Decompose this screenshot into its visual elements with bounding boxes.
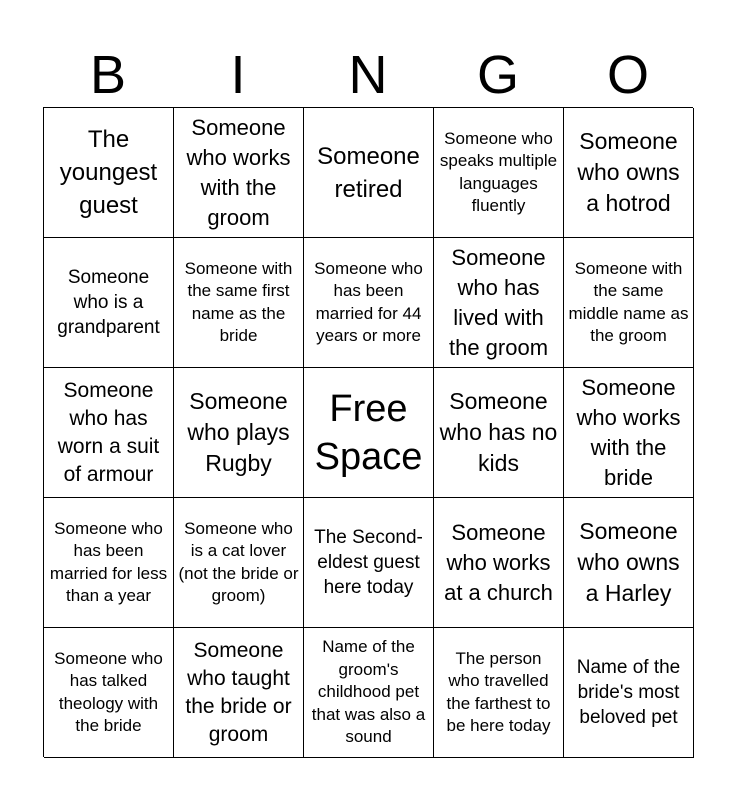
bingo-cell[interactable] (44, 238, 174, 368)
cell-text: Someone who owns a Harley (577, 518, 680, 606)
cell-text: Someone retired (317, 142, 420, 203)
cell-text: Someone who has worn a suit of armour (57, 378, 160, 486)
bingo-grid (43, 107, 693, 757)
cell-text: Someone who works at a church (444, 519, 553, 605)
cell-text: Someone who taught the bride or groom (185, 638, 292, 746)
bingo-cell[interactable] (44, 628, 174, 758)
bingo-cell[interactable] (174, 108, 304, 238)
header-letter-b: B (89, 45, 127, 105)
bingo-cell[interactable] (564, 108, 694, 238)
bingo-cell[interactable] (564, 238, 694, 368)
bingo-cell[interactable] (174, 368, 304, 498)
bingo-cell[interactable] (174, 628, 304, 758)
cell-text: Someone who has no kids (439, 388, 558, 476)
cell-text: Someone who has lived with the groom (448, 244, 549, 360)
cell-text: Someone who has talked theology with the bride (54, 648, 163, 735)
cell-text: Someone who has been married for 44 years or more (314, 258, 423, 345)
cell-text: Someone who has been married for less than a year (49, 518, 168, 605)
bingo-cell[interactable] (44, 498, 174, 628)
bingo-cell[interactable] (174, 498, 304, 628)
cell-text: Someone who works with the bride (576, 374, 681, 490)
bingo-cell[interactable] (434, 108, 564, 238)
free-space-cell[interactable] (304, 368, 434, 498)
bingo-cell[interactable] (564, 628, 694, 758)
cell-text: The person who travelled the farthest to be here today (446, 648, 551, 735)
cell-text: Name of the groom's childhood pet that was also a sound (311, 637, 426, 747)
bingo-cell[interactable] (304, 628, 434, 758)
cell-text: Someone with the same middle name as the groom (568, 258, 689, 345)
bingo-cell[interactable] (44, 368, 174, 498)
bingo-cell[interactable] (304, 108, 434, 238)
cell-text: The youngest guest (59, 126, 158, 219)
cell-text: Someone who owns a hotrod (577, 128, 680, 216)
bingo-cell[interactable] (434, 628, 564, 758)
free-space-label: Free Space (314, 387, 423, 478)
bingo-header (43, 44, 693, 106)
cell-text: Someone who plays Rugby (187, 388, 290, 476)
header-letter-g: G (476, 45, 519, 105)
bingo-cell[interactable] (434, 368, 564, 498)
cell-text: Someone who is a grandparent (57, 267, 160, 338)
bingo-cell[interactable] (434, 238, 564, 368)
bingo-cell[interactable] (304, 498, 434, 628)
bingo-cell[interactable] (44, 108, 174, 238)
cell-text: The Second-eldest guest here today (314, 527, 423, 598)
bingo-cell[interactable] (174, 238, 304, 368)
cell-text: Someone with the same first name as the bride (184, 258, 293, 345)
header-letter-n: N (348, 45, 388, 105)
header-letter-o: O (606, 45, 649, 105)
bingo-cell[interactable] (564, 368, 694, 498)
header-letter-i: I (230, 45, 246, 105)
bingo-cell[interactable] (564, 498, 694, 628)
cell-text: Someone who works with the groom (186, 114, 291, 230)
cell-text: Someone who speaks multiple languages fluently (439, 128, 558, 215)
cell-text: Name of the bride's most beloved pet (576, 657, 681, 728)
bingo-cell[interactable] (304, 238, 434, 368)
bingo-cell[interactable] (434, 498, 564, 628)
cell-text: Someone who is a cat lover (not the bride or groom) (178, 518, 299, 605)
